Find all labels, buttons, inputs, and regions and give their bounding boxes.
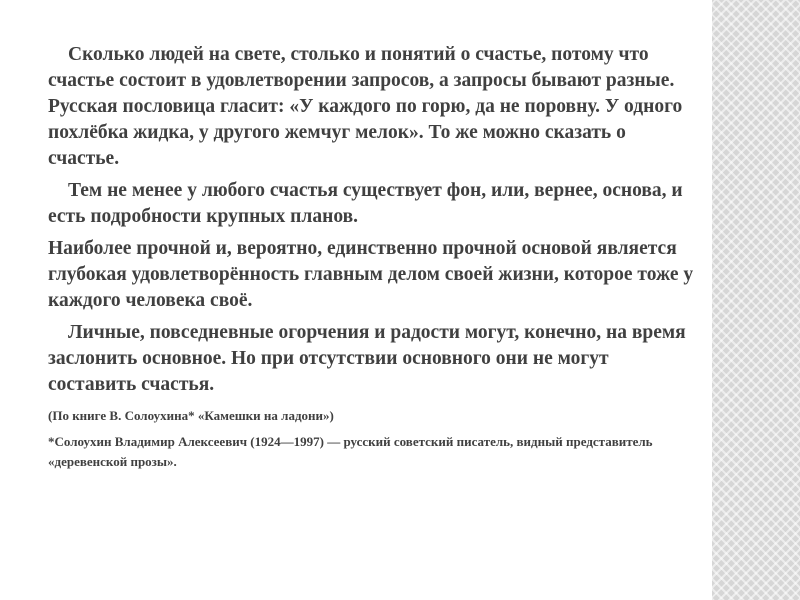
paragraph-3: Наиболее прочной и, вероятно, единственно прочной основой является глубокая удовлетворённость главным делом своей жизни, которое тоже у каждого человека своё. <box>48 238 694 311</box>
paragraph-1: Сколько людей на свете, столько и понятий о счастье, потому что счастье состоит в удовлетворении запросов, а запросы бывают разные. Русская пословица гласит: «У каждого по горю, да не поровну. У одного похлёбка жидка, у другого жемчуг мелок». То же можно сказать о счастье. <box>48 44 683 169</box>
source-citation: (По книге В. Солоухина* «Камешки на ладони») <box>48 408 334 423</box>
paragraph-4: Личные, повседневные огорчения и радости могут, конечно, на время заслонить основное. Но при отсутствии основного они не могут составить счастья. <box>48 322 686 395</box>
slide-text-body <box>48 42 698 472</box>
author-footnote: *Солоухин Владимир Алексеевич (1924—1997) — русский советский писатель, видный представитель «деревенской прозы». <box>48 434 653 469</box>
decorative-side-panel <box>712 0 800 600</box>
paragraph-2: Тем не менее у любого счастья существует фон, или, вернее, основа, и есть подробности крупных планов. <box>48 180 683 227</box>
